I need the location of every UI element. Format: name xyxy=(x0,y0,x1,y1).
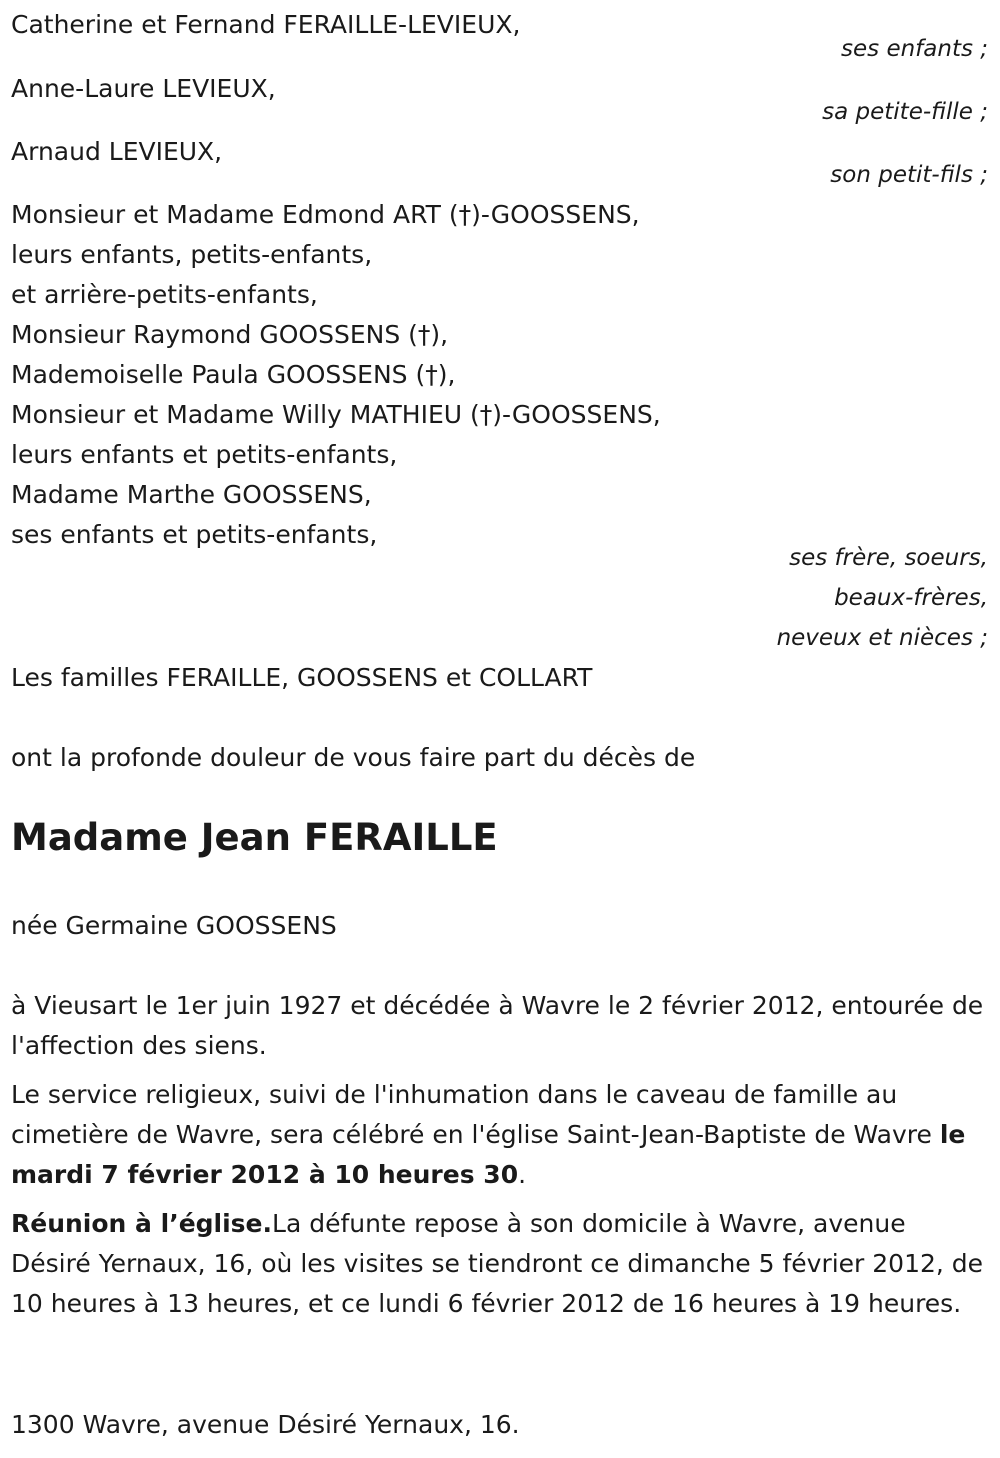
family-line-granddaughter: Anne-Laure LEVIEUX, xyxy=(11,74,276,103)
announcement-line: ont la profonde douleur de vous faire part du décès de xyxy=(11,743,696,772)
sibling-line: leurs enfants, petits-enfants, xyxy=(11,240,373,269)
sibling-line: Monsieur Raymond GOOSSENS (†), xyxy=(11,320,449,349)
sibling-line: ses enfants et petits-enfants, xyxy=(11,520,378,549)
sibling-line: et arrière-petits-enfants, xyxy=(11,280,318,309)
service-paragraph xyxy=(11,1075,986,1195)
role-siblings: beaux-frères, xyxy=(834,585,988,611)
address-line: 1300 Wavre, avenue Désiré Yernaux, 16. xyxy=(11,1410,520,1439)
family-line-children: Catherine et Fernand FERAILLE-LEVIEUX, xyxy=(11,10,521,39)
family-line-grandson: Arnaud LEVIEUX, xyxy=(11,137,223,166)
service-end: . xyxy=(518,1160,527,1189)
role-siblings: ses frère, soeurs, xyxy=(789,545,988,571)
sibling-line: Monsieur et Madame Edmond ART (†)-GOOSSENS, xyxy=(11,200,640,229)
role-siblings: neveux et nièces ; xyxy=(776,625,988,651)
service-text: Le service religieux, suivi de l'inhumation dans le caveau de famille au cimetière de Wavre, sera célébré en l'église Saint-Jean-Baptiste de Wavre xyxy=(11,1080,940,1149)
role-granddaughter: sa petite-fille ; xyxy=(822,99,988,125)
visits-heading: Réunion à l’église. xyxy=(11,1209,273,1238)
sibling-line: Madame Marthe GOOSSENS, xyxy=(11,480,372,509)
birth-death-paragraph: à Vieusart le 1er juin 1927 et décédée à Wavre le 2 février 2012, entourée de l'affection des siens. xyxy=(11,991,984,1060)
visits-paragraph xyxy=(11,1204,986,1324)
service-date: le mardi 7 février 2012 à 10 heures 30 xyxy=(11,1120,966,1189)
role-children: ses enfants ; xyxy=(841,36,988,62)
visits-text: La défunte repose à son domicile à Wavre, avenue Désiré Yernaux, 16, où les visites se tiendront ce dimanche 5 février 2012, de 10 heures à 13 heures, et ce lundi 6 février 2012 de 16 heures à 19 heures. xyxy=(11,1209,984,1318)
role-grandson: son petit-fils ; xyxy=(830,162,988,188)
families-line: Les familles FERAILLE, GOOSSENS et COLLART xyxy=(11,663,593,692)
sibling-line: Monsieur et Madame Willy MATHIEU (†)-GOOSSENS, xyxy=(11,400,661,429)
birth-name: née Germaine GOOSSENS xyxy=(11,911,337,940)
sibling-line: leurs enfants et petits-enfants, xyxy=(11,440,398,469)
sibling-line: Mademoiselle Paula GOOSSENS (†), xyxy=(11,360,456,389)
deceased-name: Madame Jean FERAILLE xyxy=(11,816,498,859)
